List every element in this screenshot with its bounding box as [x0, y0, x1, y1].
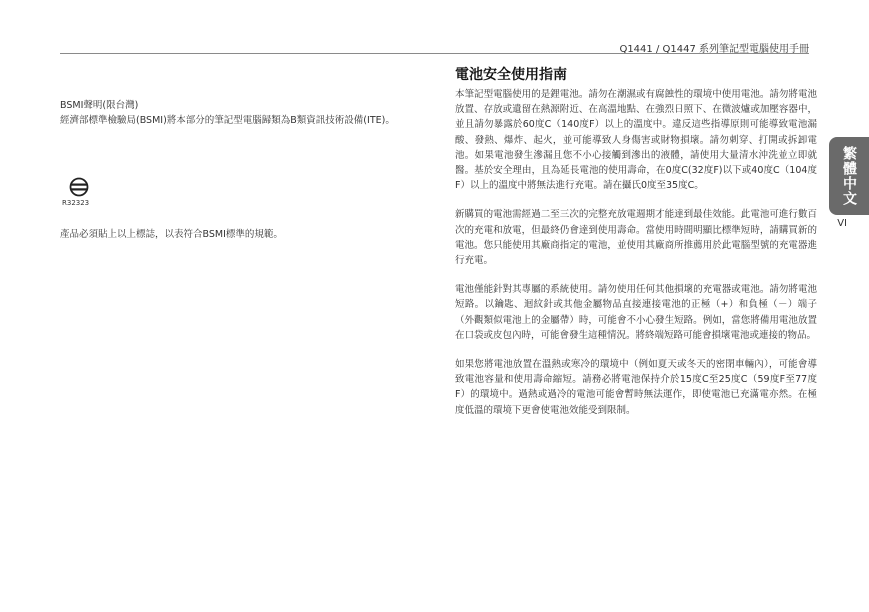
battery-section	[455, 66, 817, 432]
battery-paragraph: 電池僅能針對其專屬的系統使用。請勿使用任何其他損壞的充電器或電池。請勿將電池短路。以鑰匙、迴紋針或其他金屬物品直接連接電池的正極（+）和負極（－）端子（外觀類似電池上的金屬帶）時，可能會不小心發生短路。例如，當您將備用電池放置在口袋或皮包內時，可能會發生這種情況。將終端短路可能會損壞電池或連接的物品。	[455, 284, 817, 341]
header-divider	[60, 53, 809, 54]
bsmi-compliance-note: 產品必須貼上以上標誌，以表符合BSMI標準的規範。	[60, 229, 283, 240]
bsmi-body: 經濟部標準檢驗局(BSMI)將本部分的筆記型電腦歸類為B類資訊技術設備(ITE)。	[60, 115, 395, 126]
bsmi-heading: BSMI聲明(限台灣)	[60, 100, 139, 111]
battery-paragraph: 如果您將電池放置在溫熱或寒冷的環境中（例如夏天或冬天的密閉車輛內），可能會導致電池容量和使用壽命縮短。請務必將電池保持介於15度C至25度C（59度F至77度F）的環境中。過熱或過冷的電池可能會暫時無法運作，即使電池已充滿電亦然。在極度低溫的環境下更會使電池效能受到限制。	[455, 359, 817, 416]
bsmi-section	[60, 98, 420, 128]
battery-paragraph: 本筆記型電腦使用的是鋰電池。請勿在潮濕或有腐蝕性的環境中使用電池。請勿將電池放置、存放或遺留在熱源附近、在高溫地點、在強烈日照下、在微波爐或加壓容器中，並且請勿暴露於60度C（140度F）以上的溫度中。違反這些指導原則可能導致電池漏酸、發熱、爆炸、起火，並可能導致人身傷害或財物損壞。請勿刺穿、打開或拆卸電池。如果電池發生滲漏且您不小心接觸到滲出的液體，請使用大量清水沖洗並立即就醫。基於安全理由，且為延長電池的使用壽命，在0度C(32度F)以下或40度C（104度F）以上的溫度中將無法進行充電。請在攝氏0度至35度C。	[455, 89, 817, 192]
bsmi-mark-icon	[64, 177, 94, 197]
battery-paragraph: 新購買的電池需經過二至三次的完整充放電週期才能達到最佳效能。此電池可進行數百次的充電和放電，但最終仍會達到使用壽命。當使用時間明顯比標準短時，請購買新的電池。您只能使用其廠商指定的電池，並使用其廠商所推薦用於此電腦型號的充電器進行充電。	[455, 209, 817, 267]
manual-header-title: Q1441 / Q1447 系列筆記型電腦使用手冊	[619, 44, 809, 55]
language-tab: 繁體中文	[829, 137, 869, 215]
battery-section-title: 電池安全使用指南	[455, 67, 567, 83]
bsmi-mark-code: R32323	[62, 199, 90, 207]
page-number: VI	[837, 218, 847, 229]
